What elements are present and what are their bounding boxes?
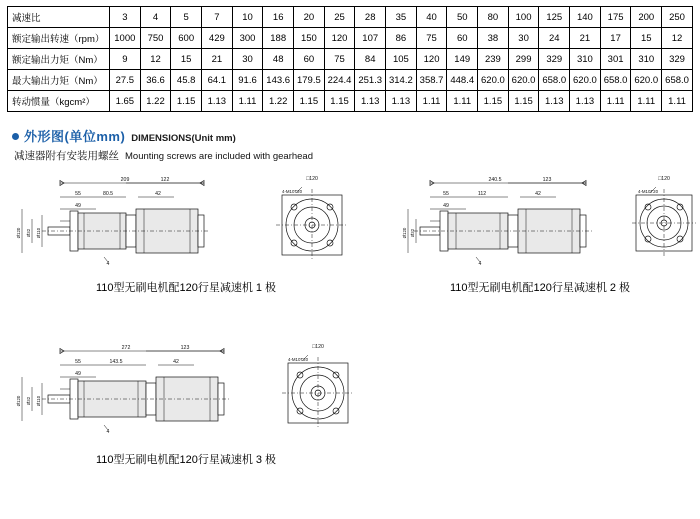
cell: 1.22 [263, 91, 294, 112]
cell: 1000 [110, 28, 141, 49]
cell: 84 [355, 49, 386, 70]
face2-square-label: □120 [658, 176, 670, 182]
cell: 620.0 [570, 70, 601, 91]
cell: 48 [263, 49, 294, 70]
svg-text:112: 112 [477, 191, 487, 197]
cell: 1.15 [508, 91, 539, 112]
bullet-icon [12, 133, 19, 140]
svg-text:Ø110: Ø110 [36, 227, 41, 239]
cell: 107 [355, 28, 386, 49]
svg-text:Ø32: Ø32 [26, 396, 31, 406]
svg-text:55: 55 [75, 359, 81, 365]
cell: 1.13 [386, 91, 417, 112]
svg-text:55: 55 [75, 191, 81, 197]
cell: 1.15 [171, 91, 202, 112]
cell: 64.1 [202, 70, 233, 91]
cell: 600 [171, 28, 202, 49]
cell: 28 [355, 7, 386, 28]
cell: 1.11 [631, 91, 662, 112]
row-label: 转动惯量（kgcm²） [8, 91, 110, 112]
cell: 658.0 [600, 70, 631, 91]
svg-text:55: 55 [443, 191, 449, 197]
cell: 1.65 [110, 91, 141, 112]
row-label: 额定输出力矩（Nm） [8, 49, 110, 70]
svg-text:143.5: 143.5 [109, 359, 123, 365]
svg-text:42: 42 [155, 191, 161, 197]
cell: 40 [416, 7, 447, 28]
cell: 1.15 [478, 91, 509, 112]
cell: 45.8 [171, 70, 202, 91]
cell: 5 [171, 7, 202, 28]
cell: 120 [324, 28, 355, 49]
cell: 1.11 [447, 91, 478, 112]
svg-text:42: 42 [535, 191, 541, 197]
cell: 150 [294, 28, 325, 49]
svg-text:42: 42 [173, 359, 179, 365]
cell: 329 [539, 49, 570, 70]
drawing-3-caption: 110型无刷电机配120行星减速机 3 极 [95, 454, 277, 466]
svg-text:Ø32: Ø32 [26, 228, 31, 238]
dim-overall-1: 209 [120, 177, 130, 183]
cell: 1.13 [570, 91, 601, 112]
mounting-note [14, 148, 700, 163]
dim-motor-len-2: 123 [542, 177, 552, 183]
cell: 15 [631, 28, 662, 49]
drawing-3-side-view [8, 337, 268, 449]
cell: 310 [631, 49, 662, 70]
cell: 300 [232, 28, 263, 49]
section-title-cn: 外形图(单位mm) [24, 129, 126, 144]
cell: 1.15 [294, 91, 325, 112]
cell: 38 [478, 28, 509, 49]
table-row [8, 28, 693, 49]
section-title-en: DIMENSIONS(Unit mm) [131, 133, 236, 144]
dim-motor-len-3: 123 [180, 345, 190, 351]
cell: 1.13 [539, 91, 570, 112]
cell: 620.0 [508, 70, 539, 91]
cell: 12 [662, 28, 693, 49]
face3-hole-label: 4-M10T20 [288, 357, 309, 362]
svg-text:80.5: 80.5 [102, 191, 114, 197]
cell: 4 [140, 7, 171, 28]
drawing-2-side-view [400, 169, 630, 279]
cell: 105 [386, 49, 417, 70]
mounting-note-en: Mounting screws are included with gearhead [125, 151, 313, 162]
row-label: 最大输出力矩（Nm） [8, 70, 110, 91]
cell: 658.0 [662, 70, 693, 91]
cell: 35 [386, 7, 417, 28]
cell: 36.6 [140, 70, 171, 91]
cell: 143.6 [263, 70, 294, 91]
cell: 251.3 [355, 70, 386, 91]
cell: 91.6 [232, 70, 263, 91]
cell: 658.0 [539, 70, 570, 91]
svg-text:Ø120: Ø120 [16, 395, 21, 407]
svg-text:Ø120: Ø120 [402, 227, 407, 239]
face2-hole-label: 4-M10T20 [638, 189, 659, 194]
face1-square-label: □120 [306, 176, 318, 182]
cell: 60 [294, 49, 325, 70]
cell: 75 [324, 49, 355, 70]
cell: 188 [263, 28, 294, 49]
cell: 179.5 [294, 70, 325, 91]
cell: 329 [662, 49, 693, 70]
cell: 21 [202, 49, 233, 70]
cell: 429 [202, 28, 233, 49]
cell: 1.22 [140, 91, 171, 112]
cell: 620.0 [631, 70, 662, 91]
cell: 24 [539, 28, 570, 49]
cell: 1.11 [600, 91, 631, 112]
drawing-1-side-view [8, 169, 258, 279]
cell: 358.7 [416, 70, 447, 91]
cell: 80 [478, 7, 509, 28]
drawing-3-face-view [272, 339, 364, 443]
svg-text:Ø32: Ø32 [410, 228, 415, 238]
cell: 448.4 [447, 70, 478, 91]
cell: 299 [508, 49, 539, 70]
svg-text:4: 4 [106, 261, 110, 267]
svg-text:Ø120: Ø120 [16, 227, 21, 239]
cell: 25 [324, 7, 355, 28]
cell: 149 [447, 49, 478, 70]
dim-overall-2: 240.5 [488, 177, 502, 183]
cell: 125 [539, 7, 570, 28]
row-label: 减速比 [8, 7, 110, 28]
cell: 15 [171, 49, 202, 70]
spec-table-body [8, 7, 693, 112]
svg-text:Ø110: Ø110 [36, 395, 41, 407]
cell: 620.0 [478, 70, 509, 91]
cell: 1.15 [324, 91, 355, 112]
cell: 17 [600, 28, 631, 49]
cell: 9 [110, 49, 141, 70]
cell: 224.4 [324, 70, 355, 91]
svg-text:4: 4 [106, 429, 110, 435]
svg-text:4: 4 [478, 261, 482, 267]
cell: 7 [202, 7, 233, 28]
table-row [8, 70, 693, 91]
cell: 75 [416, 28, 447, 49]
dimensions-heading [12, 126, 700, 145]
face1-hole-label: 4-M10T20 [282, 189, 303, 194]
table-row [8, 7, 693, 28]
dim-motor-len-1: 122 [160, 177, 170, 183]
svg-text:49: 49 [75, 371, 81, 377]
cell: 750 [140, 28, 171, 49]
drawing-1-caption: 110型无刷电机配120行星减速机 1 极 [95, 282, 277, 294]
table-row [8, 91, 693, 112]
dim-overall-3: 272 [121, 345, 131, 351]
svg-text:49: 49 [75, 203, 81, 209]
cell: 21 [570, 28, 601, 49]
cell: 314.2 [386, 70, 417, 91]
cell: 239 [478, 49, 509, 70]
cell: 310 [570, 49, 601, 70]
cell: 250 [662, 7, 693, 28]
cell: 1.11 [662, 91, 693, 112]
drawing-1-face-view [266, 171, 358, 275]
row-label: 额定输出转速（rpm） [8, 28, 110, 49]
cell: 10 [232, 7, 263, 28]
cell: 20 [294, 7, 325, 28]
cell: 175 [600, 7, 631, 28]
specification-table [7, 6, 693, 112]
cell: 120 [416, 49, 447, 70]
drawing-2-face-view [630, 171, 698, 275]
cell: 3 [110, 7, 141, 28]
cell: 12 [140, 49, 171, 70]
cell: 27.5 [110, 70, 141, 91]
cell: 1.13 [355, 91, 386, 112]
mounting-note-cn: 减速器附有安装用螺丝 [14, 150, 119, 162]
cell: 1.13 [202, 91, 233, 112]
cell: 301 [600, 49, 631, 70]
table-row [8, 49, 693, 70]
drawing-2-caption: 110型无刷电机配120行星减速机 2 极 [449, 282, 631, 294]
cell: 16 [263, 7, 294, 28]
cell: 30 [232, 49, 263, 70]
face3-square-label: □120 [312, 344, 324, 350]
cell: 50 [447, 7, 478, 28]
cell: 100 [508, 7, 539, 28]
cell: 60 [447, 28, 478, 49]
svg-text:49: 49 [443, 203, 449, 209]
cell: 1.11 [232, 91, 263, 112]
cell: 1.11 [416, 91, 447, 112]
cell: 86 [386, 28, 417, 49]
cell: 30 [508, 28, 539, 49]
cell: 200 [631, 7, 662, 28]
cell: 140 [570, 7, 601, 28]
